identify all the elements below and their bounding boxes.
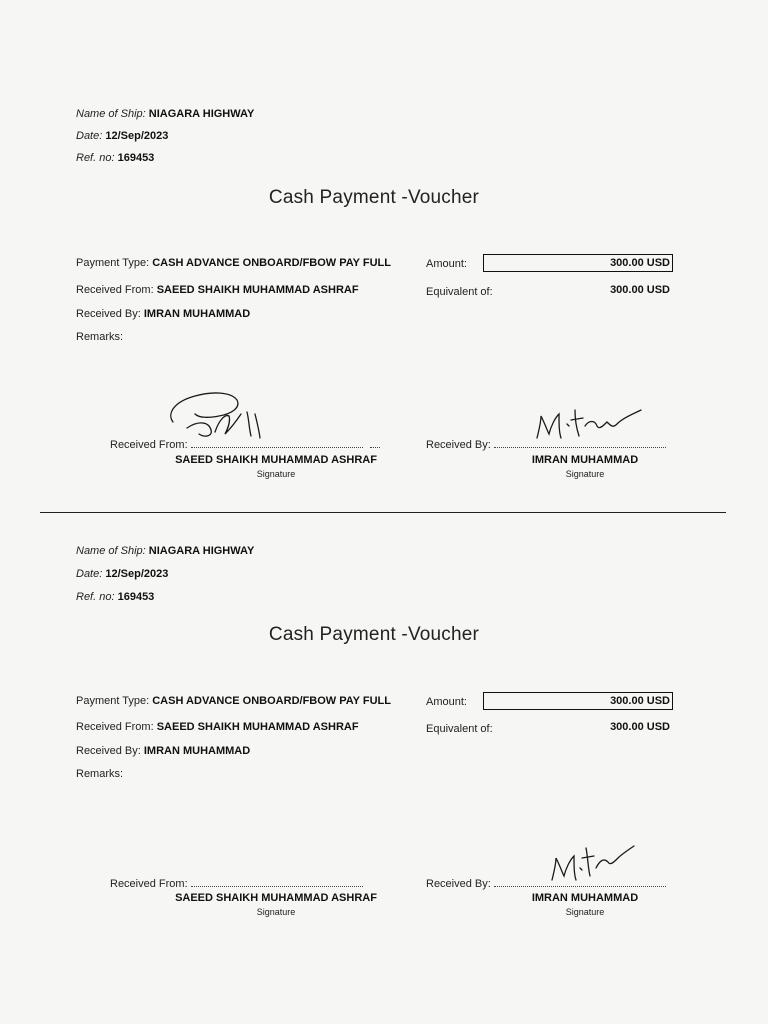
- payment-type-value: CASH ADVANCE ONBOARD/FBOW PAY FULL: [152, 257, 391, 269]
- received-from-value: SAEED SHAIKH MUHAMMAD ASHRAF: [156, 721, 359, 733]
- received-by-value: IMRAN MUHAMMAD: [143, 745, 251, 757]
- ship-value: NIAGARA HIGHWAY: [148, 108, 255, 120]
- received-from-label: Received From:: [76, 284, 154, 296]
- sig-from-name: SAEED SHAIKH MUHAMMAD ASHRAF: [175, 892, 377, 904]
- ref-line: [76, 591, 154, 603]
- received-from-row: [76, 284, 359, 296]
- voucher-bottom: [0, 438, 768, 917]
- date-label: Date:: [76, 130, 103, 142]
- payment-type-label: Payment Type:: [76, 695, 150, 707]
- remarks-label: Remarks:: [76, 331, 124, 343]
- sig-from-label: Received From:: [110, 439, 188, 451]
- date-line: [76, 568, 168, 580]
- received-by-value: IMRAN MUHAMMAD: [143, 308, 251, 320]
- sig-from-name: SAEED SHAIKH MUHAMMAD ASHRAF: [175, 454, 377, 466]
- date-line: [76, 130, 168, 142]
- sig-from-caption: Signature: [256, 469, 296, 479]
- received-from-label: Received From:: [76, 721, 154, 733]
- dotted-line: [494, 877, 666, 887]
- voucher-title: Cash Payment -Voucher: [268, 187, 480, 208]
- dotted-line: [191, 877, 363, 887]
- amount-value-box: 300.00 USD: [483, 254, 673, 272]
- equivalent-label: Equivalent of:: [426, 286, 493, 298]
- sig-from-line: [110, 877, 363, 890]
- remarks-row: [76, 768, 123, 780]
- ship-label: Name of Ship:: [76, 545, 146, 557]
- sig-by-caption: Signature: [565, 907, 605, 917]
- sig-from-caption: Signature: [256, 907, 296, 917]
- remarks-row: [76, 331, 123, 343]
- equivalent-value: 300.00 USD: [610, 284, 670, 296]
- equivalent-value: 300.00 USD: [610, 721, 670, 733]
- date-value: 12/Sep/2023: [105, 130, 169, 142]
- sig-by-line: [426, 877, 666, 890]
- ship-value: NIAGARA HIGHWAY: [148, 545, 255, 557]
- ref-label: Ref. no:: [76, 152, 115, 164]
- sig-by-name: IMRAN MUHAMMAD: [531, 892, 639, 904]
- received-from-row: [76, 721, 359, 733]
- handwritten-signature-from: [165, 384, 270, 444]
- sig-by-caption: Signature: [565, 469, 605, 479]
- ref-value: 169453: [117, 152, 155, 164]
- ship-line: [76, 108, 254, 120]
- received-by-label: Received By:: [76, 308, 141, 320]
- amount-label: Amount:: [426, 258, 467, 270]
- ship-line: [76, 545, 254, 557]
- amount-value-box: 300.00 USD: [483, 692, 673, 710]
- amount-label: Amount:: [426, 696, 467, 708]
- date-label: Date:: [76, 568, 103, 580]
- remarks-label: Remarks:: [76, 768, 124, 780]
- sig-by-label: Received By:: [426, 878, 491, 890]
- sig-by-label: Received By:: [426, 439, 491, 451]
- ref-line: [76, 152, 154, 164]
- received-from-value: SAEED SHAIKH MUHAMMAD ASHRAF: [156, 284, 359, 296]
- payment-type-label: Payment Type:: [76, 257, 150, 269]
- ref-value: 169453: [117, 591, 155, 603]
- payment-type-row: [76, 257, 391, 269]
- received-by-row: [76, 745, 250, 757]
- voucher-top: [0, 0, 768, 479]
- voucher-title: Cash Payment -Voucher: [268, 624, 480, 645]
- received-by-row: [76, 308, 250, 320]
- ship-label: Name of Ship:: [76, 108, 146, 120]
- equivalent-label: Equivalent of:: [426, 723, 493, 735]
- payment-type-row: [76, 695, 391, 707]
- sig-by-name: IMRAN MUHAMMAD: [531, 454, 639, 466]
- ref-label: Ref. no:: [76, 591, 115, 603]
- sig-from-label: Received From:: [110, 878, 188, 890]
- date-value: 12/Sep/2023: [105, 568, 169, 580]
- received-by-label: Received By:: [76, 745, 141, 757]
- payment-type-value: CASH ADVANCE ONBOARD/FBOW PAY FULL: [152, 695, 391, 707]
